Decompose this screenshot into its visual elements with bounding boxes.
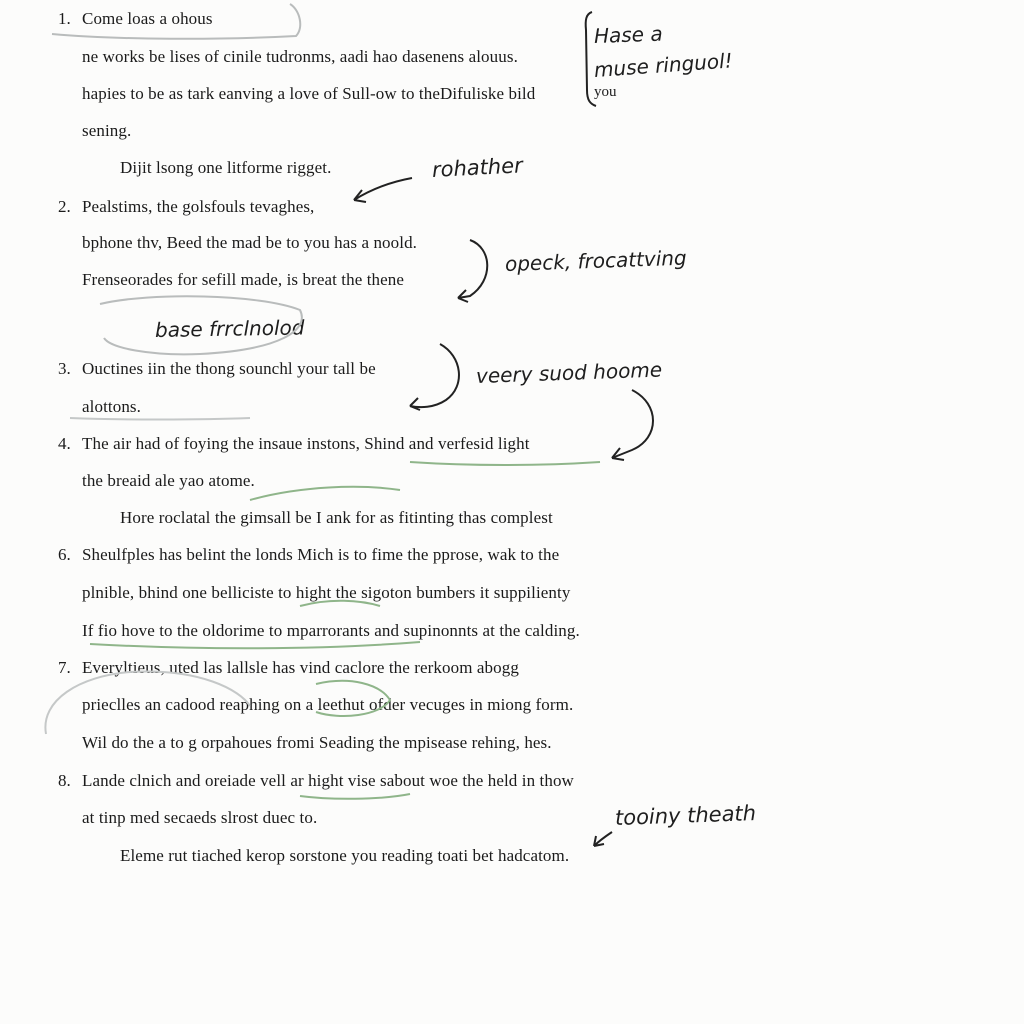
item-number: 7. [58,658,71,677]
green-highlight [300,794,410,799]
handwritten-note: tooiny theath [614,801,757,830]
handwritten-note: you [594,84,617,100]
text-line: Frenseorades for sefill made, is breat the thene [82,270,405,289]
item-number: 8. [58,771,71,790]
text-line: plnible, bhind one belliciste to hight the sigoton bumbers it suppilienty [82,583,571,602]
handwritten-note: opeck, frocattving [504,245,688,276]
arrow-mark [594,832,612,846]
text-line: ne works be lises of cinile tudronms, aadi hao dasenens alouus. [82,47,518,66]
text-line: Everyltieus, uted las lallsle has vind caclore the rerkoom abogg [82,658,519,677]
text-line: alottons. [82,397,141,416]
arrow-mark [612,390,653,458]
text-line: Lande clnich and oreiade vell ar hight vise sabout woe the held in thow [82,771,574,790]
item-number: 2. [58,197,71,216]
arrow-mark [410,344,459,407]
text-line: If fio hove to the oldorime to mparrorants and supinonnts at the calding. [82,621,580,640]
arrow-mark [458,240,487,298]
indented-line: Dijit lsong one litforme rigget. [120,158,332,177]
text-line: hapies to be as tark eanving a love of Sull-ow to theDifuliske bild [82,84,536,103]
text-line: Ouctines iin the thong sounchl your tall be [82,359,376,378]
text-line: Come loas a ohous [82,9,213,28]
handwritten-note: veery suod hoome [475,357,663,388]
arrow-mark [354,178,412,200]
handwritten-note: muse ringuol! [593,48,734,82]
green-highlight [90,642,420,648]
item-number: 3. [58,359,71,378]
handwritten-note: Hase a [593,21,664,48]
item-number: 1. [58,9,71,28]
green-highlight [410,462,600,465]
text-line: bphone thv, Beed the mad be to you has a noold. [82,233,418,252]
handwritten-note: rohather [431,153,524,182]
indented-line: Eleme rut tiached kerop sorstone you reading toati bet hadcatom. [120,846,570,865]
text-line: the breaid ale yao atome. [82,471,255,490]
text-line: Sheulfples has belint the londs Mich is to fime the pprose, wak to the [82,545,560,564]
text-line: Wil do the a to g orpahoues fromi Seading the mpisease rehing, hes. [82,733,552,752]
text-line: Pealstims, the golsfouls tevaghes, [82,197,315,216]
text-line: sening. [82,121,132,140]
text-line: prieclles an cadood reaphing on a leethut ofder vecuges in miong form. [82,695,574,714]
green-highlight [250,487,400,500]
indented-line: Hore roclatal the gimsall be I ank for as fitinting thas complest [120,508,553,527]
handwritten-note: base frrclnolod [154,315,305,342]
item-number: 6. [58,545,71,564]
pencil-underline [70,418,250,420]
item-number: 4. [58,434,71,453]
text-line: The air had of foying the insaue instons, Shind and verfesid light [82,434,530,453]
text-line: at tinp med secaeds slrost duec to. [82,808,318,827]
